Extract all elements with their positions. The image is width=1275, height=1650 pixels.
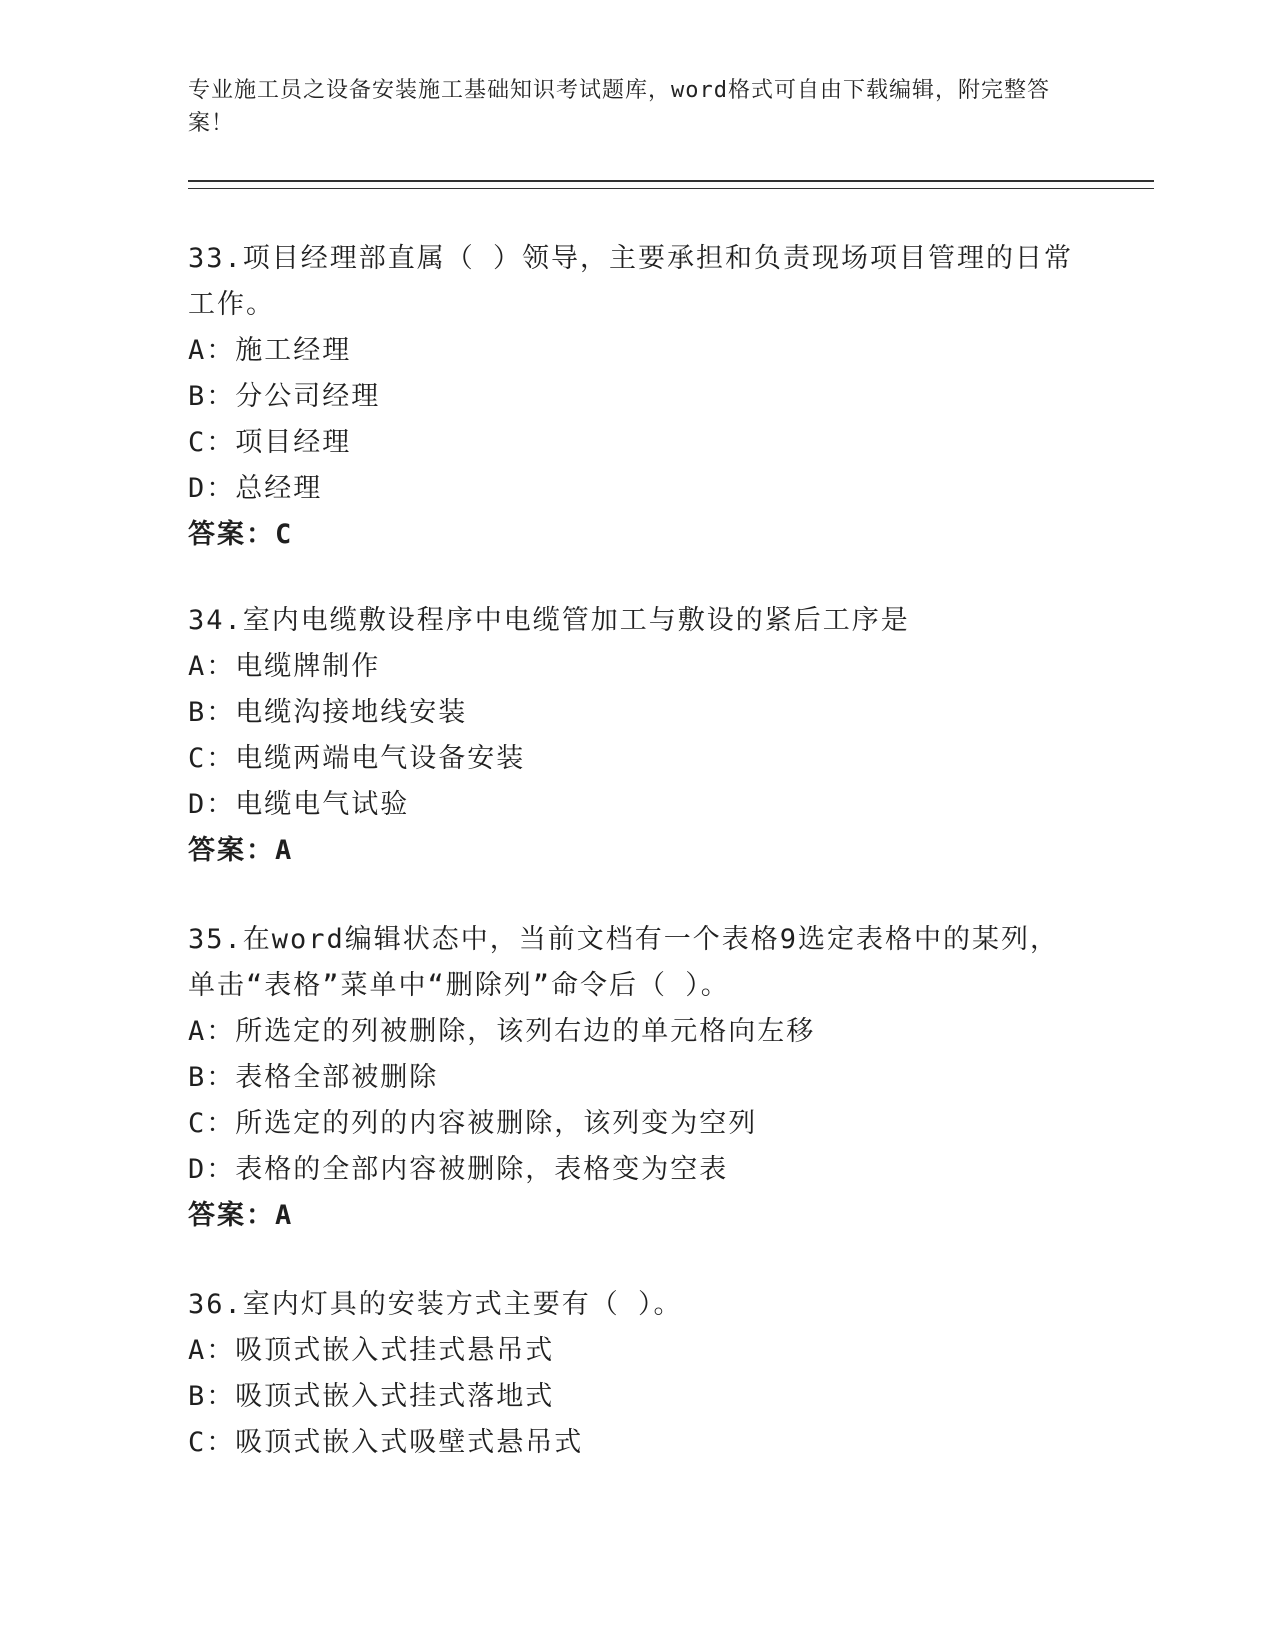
answer: 答案：A: [188, 835, 294, 866]
option-a: A：所选定的列被删除，该列右边的单元格向左移: [188, 1016, 816, 1047]
option-b: B：电缆沟接地线安装: [188, 697, 468, 728]
option-d: D：总经理: [188, 473, 323, 504]
option-a: A：电缆牌制作: [188, 651, 381, 682]
question-35: [188, 917, 1088, 1239]
answer: 答案：A: [188, 1200, 294, 1231]
answer: 答案：C: [188, 519, 294, 550]
option-d: D：电缆电气试验: [188, 789, 410, 820]
option-a: A：施工经理: [188, 335, 352, 366]
option-b: B：分公司经理: [188, 381, 381, 412]
option-c: C：吸顶式嵌入式吸壁式悬吊式: [188, 1427, 584, 1458]
header-divider: [188, 180, 1154, 189]
option-b: B：表格全部被删除: [188, 1062, 439, 1093]
question-text: 36.室内灯具的安装方式主要有（ ）。: [188, 1289, 683, 1320]
question-33: [188, 236, 1088, 558]
option-d: D：表格的全部内容被删除，表格变为空表: [188, 1154, 729, 1185]
question-text: 35.在word编辑状态中，当前文档有一个表格9选定表格中的某列，单击“表格”菜单中“删除列”命令后（ ）。: [188, 924, 1060, 1001]
option-c: C：电缆两端电气设备安装: [188, 743, 526, 774]
option-a: A：吸顶式嵌入式挂式悬吊式: [188, 1335, 555, 1366]
question-text: 33.项目经理部直属（ ）领导，主要承担和负责现场项目管理的日常工作。: [188, 243, 1074, 320]
question-36: [188, 1282, 1088, 1466]
question-34: [188, 598, 1088, 874]
document-header: 专业施工员之设备安装施工基础知识考试题库，word格式可自由下载编辑，附完整答案！: [188, 78, 1050, 136]
question-text: 34.室内电缆敷设程序中电缆管加工与敷设的紧后工序是: [188, 605, 910, 636]
option-c: C：项目经理: [188, 427, 352, 458]
option-b: B：吸顶式嵌入式挂式落地式: [188, 1381, 555, 1412]
option-c: C：所选定的列的内容被删除，该列变为空列: [188, 1108, 758, 1139]
